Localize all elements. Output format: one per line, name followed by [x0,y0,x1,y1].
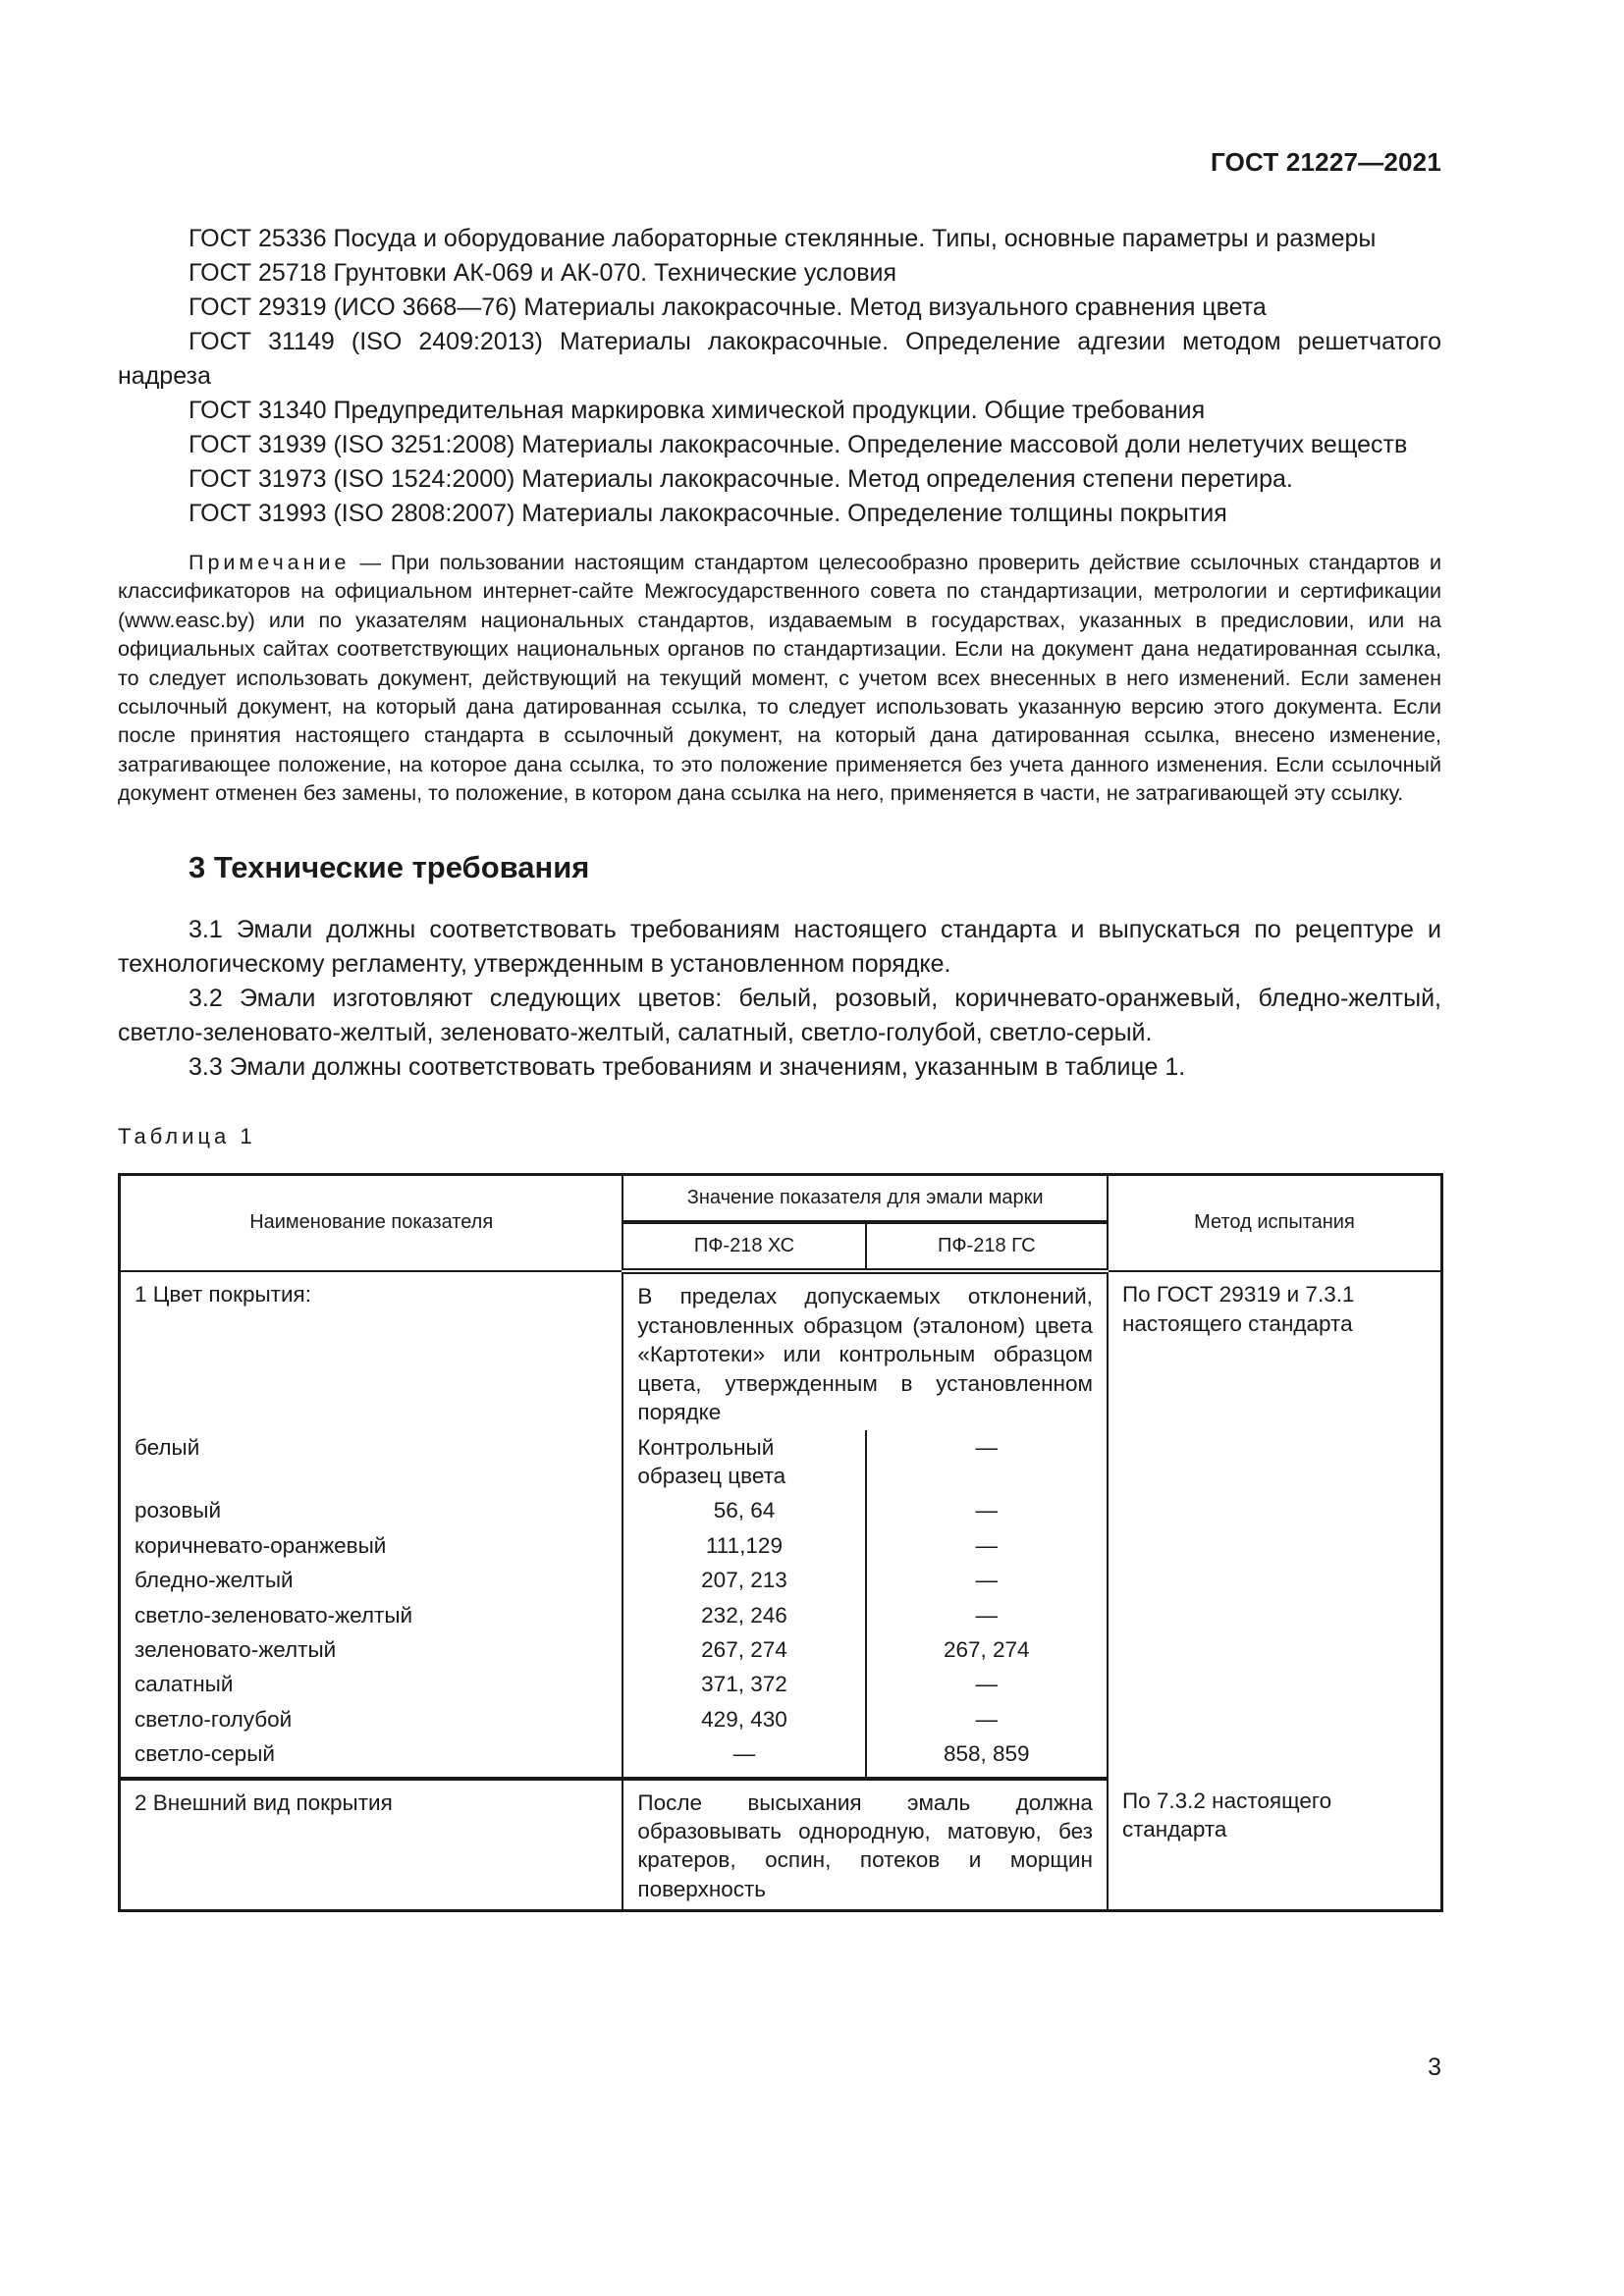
page-content [118,222,1441,1912]
reference-item: ГОСТ 29319 (ИСО 3668—76) Материалы лакокрасочные. Метод визуального сравнения цвета [189,294,1267,321]
reference-item: ГОСТ 31939 (ISO 3251:2008) Материалы лакокрасочные. Определение массовой доли нелетучих веществ [189,431,1408,458]
cell-color-name: белый [120,1430,623,1494]
cell-value-gc: — [866,1598,1108,1632]
note-text: — При пользовании настоящим стандартом целесообразно проверить действие ссылочных стандартов и классификаторов на официальном интернет-сайте Межгосударственного совета по стандартизации, метрологии и сертификации (www.easc.by) или по указателям национальных стандартов, издаваемым в государствах, указанных в предисловии, или на официальных сайтах соответствующих национальных органов по стандартизации. Если на документ дана недатированная ссылка, то следует использовать документ, действующий на текущий момент, с учетом всех внесенных в него изменений. Если заменен ссылочный документ, на который дана датированная ссылка, то следует использовать указанную версию этого документа. Если после принятия настоящего стандарта в ссылочный документ, на который дана датированная ссылка, внесено изменение, затрагивающее положение, на которое дана ссылка, то это положение применяется без учета данного изменения. Если ссылочный документ отменен без замены, то положение, в котором дана ссылка на него, применяется в части, не затрагивающей эту ссылку. [118,551,1441,806]
cell-color-name: розовый [120,1493,623,1527]
header-indicator-name: Наименование показателя [120,1174,623,1271]
cell-value-gc: — [866,1702,1108,1736]
paragraph-3-2: 3.2 Эмали изготовляют следующих цветов: белый, розовый, коричневато-оранжевый, бледно-желтый, светло-зеленовато-желтый, зеленовато-желтый, салатный, светло-голубой, светло-серый. [118,984,1441,1046]
cell-value-xc: — [623,1736,865,1778]
reference-item: ГОСТ 31993 (ISO 2808:2007) Материалы лакокрасочные. Определение толщины покрытия [189,500,1227,527]
document-id-header: ГОСТ 21227—2021 [1211,147,1441,177]
cell-test-method: По 7.3.2 настоящего стандарта [1121,1788,1332,1842]
requirements-table [118,1173,1443,1913]
cell-value-xc: 56, 64 [623,1493,865,1527]
cell-color-name: светло-серый [120,1736,623,1778]
cell-value-xc: 111,129 [623,1528,865,1563]
paragraph-3-3: 3.3 Эмали должны соответствовать требованиям и значениям, указанным в таблице 1. [189,1052,1186,1081]
normative-references-list [118,222,1441,531]
section-paragraphs [118,913,1441,1085]
cell-value-gc: — [866,1493,1108,1527]
cell-value-xc: 207, 213 [623,1563,865,1597]
cell-color-name: светло-голубой [120,1702,623,1736]
cell-value-xc: 267, 274 [623,1632,865,1667]
cell-value-gc: — [866,1430,1108,1494]
note-label: Примечание [189,551,351,574]
header-test-method: Метод испытания [1108,1174,1442,1271]
cell-test-method: По ГОСТ 29319 и 7.3.1 настоящего стандарта [1121,1282,1355,1336]
reference-item: ГОСТ 31149 (ISO 2409:2013) Материалы лакокрасочные. Определение адгезии методом решетчатого надреза [118,328,1441,390]
cell-color-name: зеленовато-желтый [120,1632,623,1667]
table-row [120,1779,1442,1911]
cell-value-xc: 429, 430 [623,1702,865,1736]
cell-value-xc: Контрольный образец цвета [623,1430,865,1494]
cell-value-xc: 371, 372 [623,1667,865,1701]
table-caption: Таблица 1 [118,1123,256,1148]
header-brand-xc: ПФ-218 ХС [623,1222,865,1271]
reference-item: ГОСТ 25718 Грунтовки АК-069 и АК-070. Технические условия [189,259,896,287]
cell-color-name: салатный [120,1667,623,1701]
cell-value-gc: — [866,1667,1108,1701]
paragraph-3-1: 3.1 Эмали должны соответствовать требованиям настоящего стандарта и выпускаться по рецептуре и технологическому регламенту, утвержденным в установленном порядке. [118,915,1441,978]
cell-indicator: 2 Внешний вид покрытия [120,1779,623,1911]
cell-value-gc: — [866,1563,1108,1597]
header-value-group: Значение показателя для эмали марки [623,1174,1108,1222]
cell-value-xc: 232, 246 [623,1598,865,1632]
reference-item: ГОСТ 25336 Посуда и оборудование лабораторные стеклянные. Типы, основные параметры и размеры [189,225,1377,252]
cell-value-description: После высыхания эмаль должна образовывать однородную, матовую, без кратеров, оспин, потеков и морщин поверхность [623,1779,1108,1911]
cell-value-gc: — [866,1528,1108,1563]
note-paragraph [118,549,1441,809]
page-number: 3 [1428,2054,1441,2081]
cell-color-name: бледно-желтый [120,1563,623,1597]
cell-value-gc: 858, 859 [866,1736,1108,1778]
cell-value-gc: 267, 274 [866,1632,1108,1667]
cell-value-description: В пределах допускаемых отклонений, установленных образцом (эталоном) цвета «Картотеки» или контрольным образцом цвета, утвержденным в установленном порядке [623,1271,1108,1429]
table-row [120,1271,1442,1429]
section-title: 3 Технические требования [189,849,590,884]
cell-indicator: 1 Цвет покрытия: [120,1271,623,1429]
reference-item: ГОСТ 31973 (ISO 1524:2000) Материалы лакокрасочные. Метод определения степени перетира. [189,465,1293,493]
header-brand-gc: ПФ-218 ГС [866,1222,1108,1271]
cell-color-name: светло-зеленовато-желтый [120,1598,623,1632]
cell-color-name: коричневато-оранжевый [120,1528,623,1563]
reference-item: ГОСТ 31340 Предупредительная маркировка химической продукции. Общие требования [189,397,1206,424]
